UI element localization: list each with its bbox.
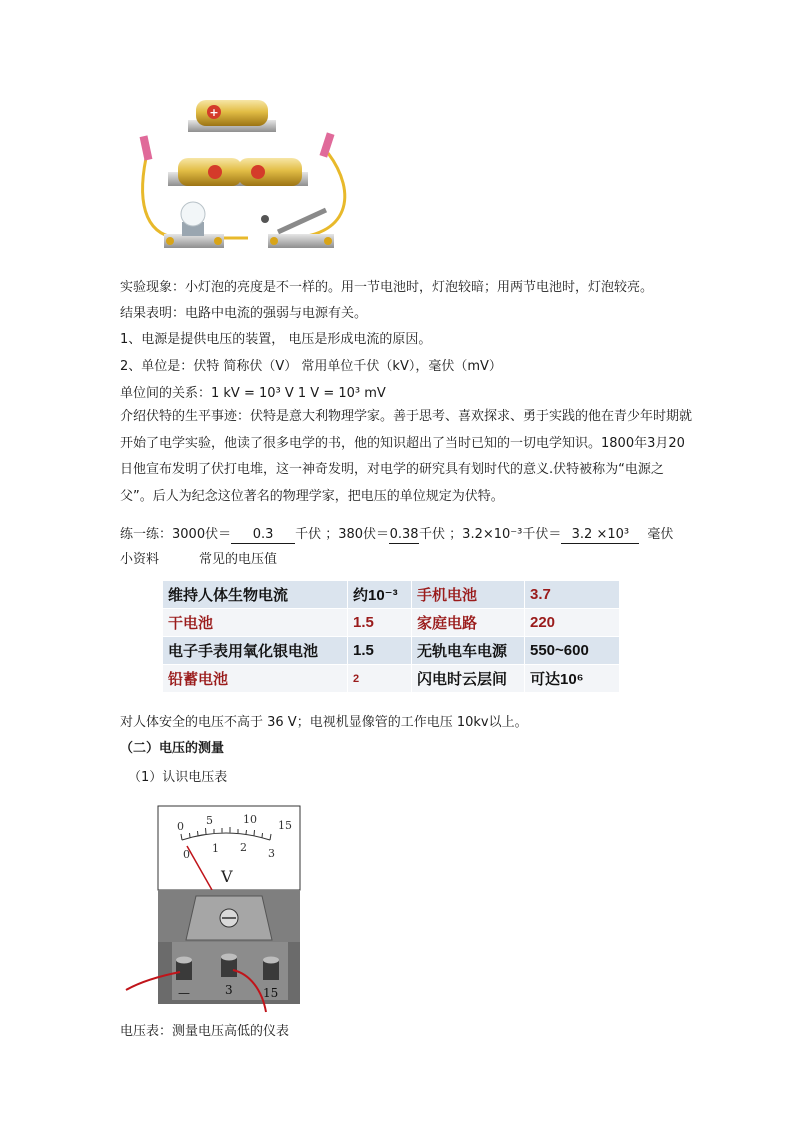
battery-2 [238,158,302,186]
device-name-cell: 铅蓄电池 [163,665,348,693]
table-row [163,637,620,665]
voltmeter-caption: 电压表：测量电压高低的仪表 [120,1024,290,1039]
plus-icon [208,165,222,179]
voltage-value-cell: 550~600 [525,637,620,665]
probe-left [140,135,153,160]
point2-text: 2、单位是：伏特 简称伏（V） 常用单位千伏（kV），毫伏（mV） [120,359,502,374]
unit-label: V [221,867,233,886]
device-name-cell: 手机电池 [412,581,525,609]
terminal-negative [176,957,192,981]
voltage-value-cell: 1.5 [348,637,412,665]
voltage-value-cell: 2 [348,665,412,693]
device-name-cell: 干电池 [163,609,348,637]
scale-bottom-3: 3 [268,847,275,860]
safety-text: 对人体安全的电压不高于 36 V；电视机显像管的工作电压 10kv以上。 [120,715,528,730]
svg-text:+: + [209,106,219,119]
terminal-label-negative: — [178,986,190,1000]
device-name-cell: 无轨电车电源 [412,637,525,665]
device-name-cell: 闪电时云层间 [412,665,525,693]
exercise-line: 练一练：3000伏＝ 0.3 千伏 ；380伏＝0.38千伏 ；3.2×10⁻³千伏＝ 3.2 ×10³ 毫伏 [120,527,674,542]
exercise-answer-3: 3.2 ×10³ [561,527,639,544]
switch-handle [261,215,269,223]
voltage-values-table [162,580,620,693]
device-name-cell: 电子手表用氧化银电池 [163,637,348,665]
device-name-cell: 维持人体生物电流 [163,581,348,609]
phenomenon-text: 实验现象：小灯泡的亮度是不一样的。用一节电池时，灯泡较暗；用两节电池时，灯泡较亮。 [120,280,654,295]
subsection-1-heading: （1）认识电压表 [128,770,228,785]
scale-top-0: 0 [177,820,184,833]
circuit-figure [118,98,368,260]
wire-left [143,158,182,238]
voltage-value-cell: 约10⁻³ [348,581,412,609]
terminal-label-15: 15 [263,986,279,1000]
battery-single [196,100,268,126]
volta-intro-paragraph: 介绍伏特的生平事迹：伏特是意大利物理学家。善于思考、喜欢探求、勇于实践的他在青少年时期就开始了电学实验，他读了很多电学的书，他的知识超出了当时已知的一切电学知识。1800年3月20日他宣布发明了伏打电堆，这一神奇发明，对电学的研究具有划时代的意义.伏特被称为“电源之父”。后人为纪念这位著名的物理学家，把电压的单位规定为伏特。 [120,409,693,504]
info-title: 常见的电压值 [199,552,278,567]
scale-bottom-1: 1 [212,842,219,855]
terminal-label-3: 3 [225,983,233,997]
terminal-15 [263,957,279,981]
scale-top-5: 5 [206,814,213,827]
voltmeter-figure [120,800,306,1014]
unit-relation-text: 单位间的关系：1 kV = 10³ V 1 V = 10³ mV [120,386,386,401]
info-heading [120,551,277,569]
result-text: 结果表明：电路中电流的强弱与电源有关。 [120,306,368,321]
scale-bottom-0: 0 [183,848,190,861]
table-row [163,665,620,693]
section-2-heading: （二）电压的测量 [120,741,225,756]
exercise-answer-1: 0.3 [231,527,295,544]
voltage-value-cell: 可达10⁶ [525,665,620,693]
table-row [163,609,620,637]
scale-top-15: 15 [278,819,292,832]
scale-top-10: 10 [243,813,257,826]
probe-right [319,132,334,157]
switch-lever [278,210,326,232]
voltage-value-cell: 220 [525,609,620,637]
voltage-value-cell: 3.7 [525,581,620,609]
info-label: 小资料 [120,552,160,567]
bulb-icon [181,202,205,226]
terminal-3 [221,954,237,978]
point1-text: 1、电源是提供电压的装置， 电压是形成电流的原因。 [120,332,432,347]
table-row [163,581,620,609]
device-name-cell: 家庭电路 [412,609,525,637]
exercise-answer-2: 0.38 [389,527,419,542]
voltage-value-cell: 1.5 [348,609,412,637]
scale-bottom-2: 2 [240,841,247,854]
plus-icon [251,165,265,179]
